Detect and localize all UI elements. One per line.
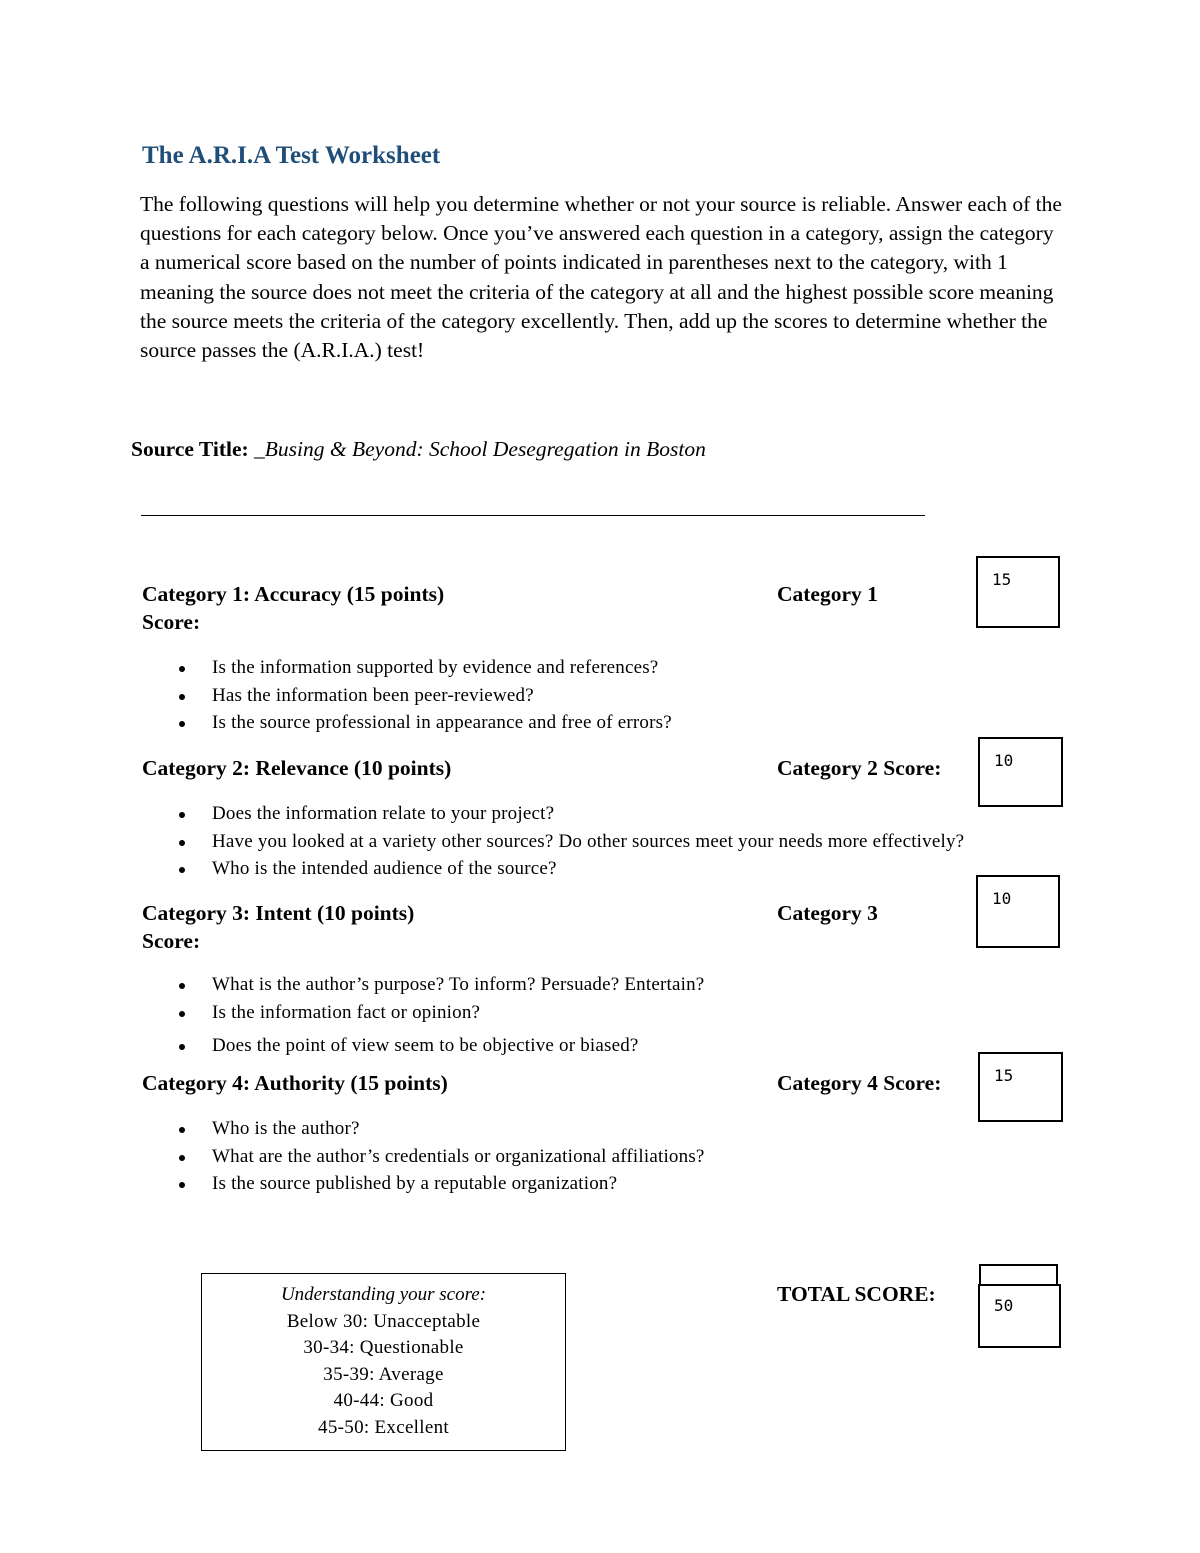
category-4-score-label: Category 4 Score: [777, 1071, 942, 1095]
score-legend-line: Below 30: Unacceptable [286, 1310, 481, 1332]
total-score-box[interactable]: 50 [978, 1284, 1061, 1348]
total-score-label: TOTAL SCORE: [777, 1282, 936, 1306]
category-3-score-box[interactable]: 10 [976, 875, 1060, 948]
category-4-title: Category 4: Authority (15 points) [142, 1071, 448, 1095]
list-item: Is the source professional in appearance and free of errors? [142, 709, 672, 737]
list-item: Has the information been peer-reviewed? [142, 682, 672, 710]
divider-line [141, 515, 925, 516]
source-title-line [131, 437, 706, 462]
source-title-label: Source Title: [131, 437, 255, 461]
score-legend-box [201, 1273, 566, 1451]
score-legend-line: 30-34: Questionable [303, 1337, 464, 1359]
category-4-questions [142, 1115, 705, 1198]
category-2-score-label: Category 2 Score: [777, 756, 942, 780]
category-3-questions [142, 971, 704, 1060]
category-1-score-box[interactable]: 15 [976, 556, 1060, 628]
score-legend-heading: Understanding your score: [280, 1284, 487, 1305]
worksheet-title: The A.R.I.A Test Worksheet [142, 142, 441, 169]
category-2-questions [142, 800, 964, 883]
score-legend-line: 35-39: Average [323, 1363, 444, 1385]
list-item: Is the source published by a reputable organization? [142, 1170, 705, 1198]
category-1-score-label: Category 1 [777, 582, 878, 606]
intro-paragraph: The following questions will help you determine whether or not your source is reliable. Answer each of the questions for each category below. Once you’ve answered each question in a category, assign the category a numerical score based on the number of points indicated in parentheses next to the category, with 1 meaning the source does not meet the criteria of the category at all and the highest possible score meaning the source meets the criteria of the category excellently. Then, add up the scores to determine whether the source passes the (A.R.I.A.) test! [140, 192, 1062, 363]
list-item: Does the point of view seem to be objective or biased? [142, 1032, 704, 1060]
category-1-questions [142, 654, 672, 737]
category-2-score-box[interactable]: 10 [978, 737, 1063, 807]
list-item: Who is the intended audience of the source? [142, 855, 964, 883]
score-legend-line: 45-50: Excellent [318, 1416, 449, 1438]
list-item: What is the author’s purpose? To inform? Persuade? Entertain? [142, 971, 704, 999]
list-item: Does the information relate to your project? [142, 800, 964, 828]
category-2-title: Category 2: Relevance (10 points) [142, 756, 452, 780]
source-title-value[interactable]: _Busing & Beyond: School Desegregation in Boston [254, 437, 706, 461]
score-legend-line: 40-44: Good [333, 1390, 434, 1412]
list-item: Is the information supported by evidence and references? [142, 654, 672, 682]
category-3-score-label-wrap: Score: [142, 929, 201, 953]
list-item: What are the author’s credentials or organizational affiliations? [142, 1143, 705, 1171]
list-item: Have you looked at a variety other sources? Do other sources meet your needs more effectively? [142, 828, 964, 856]
category-1-score-label-wrap: Score: [142, 610, 201, 634]
category-1-title: Category 1: Accuracy (15 points) [142, 582, 445, 606]
list-item: Is the information fact or opinion? [142, 999, 704, 1027]
category-3-score-label: Category 3 [777, 901, 878, 925]
category-4-score-box[interactable]: 15 [978, 1052, 1063, 1122]
list-item: Who is the author? [142, 1115, 705, 1143]
category-3-title: Category 3: Intent (10 points) [142, 901, 415, 925]
